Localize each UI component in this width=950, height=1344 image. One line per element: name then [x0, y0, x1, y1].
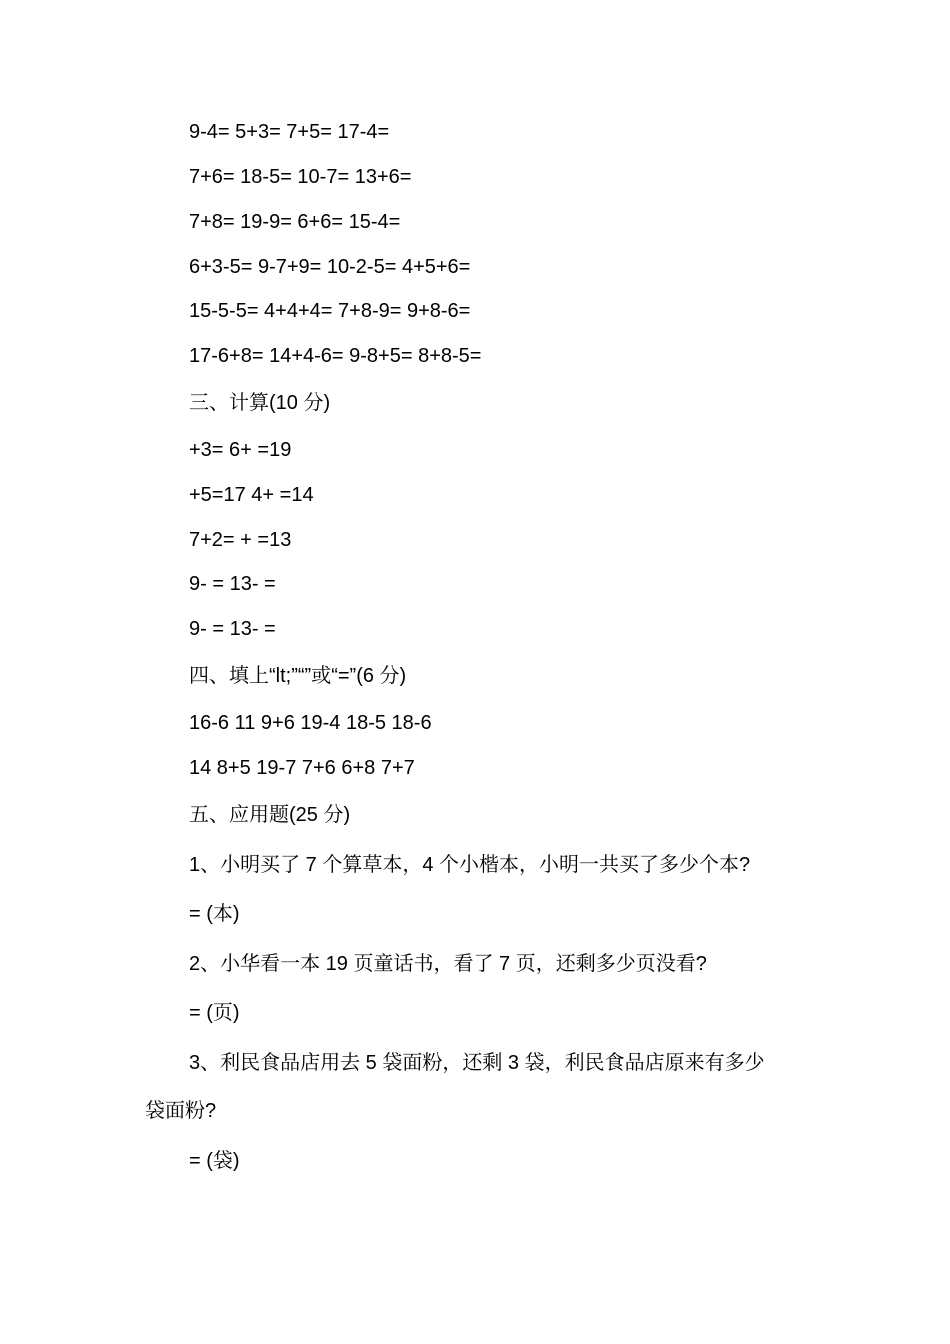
section-3-title: 三、计算(10 分)	[189, 392, 331, 414]
section-3-row-3: 7+2= + =13	[189, 529, 292, 551]
arithmetic-row-6: 17-6+8= 14+4-6= 9-8+5= 8+8-5=	[189, 345, 482, 367]
section-3-row-1: +3= 6+ =19	[189, 439, 292, 461]
arithmetic-row-2: 7+6= 18-5= 10-7= 13+6=	[189, 166, 412, 188]
question-2-text: 2、小华看一本 19 页童话书，看了 7 页，还剩多少页没看?	[189, 953, 707, 975]
arithmetic-row-4: 6+3-5= 9-7+9= 10-2-5= 4+5+6=	[189, 256, 471, 278]
section-5-title: 五、应用题(25 分)	[189, 804, 351, 826]
question-2-answer: = (页)	[189, 1002, 240, 1024]
question-1-text: 1、小明买了 7 个算草本，4 个小楷本，小明一共买了多少个本?	[189, 854, 751, 876]
section-4-row-2: 14 8+5 19-7 7+6 6+8 7+7	[189, 757, 415, 779]
section-3-row-5: 9- = 13- =	[189, 618, 276, 640]
section-4-title: 四、填上“lt;”“”或“=”(6 分)	[189, 665, 407, 687]
question-3-text-line-2: 袋面粉?	[145, 1100, 217, 1122]
question-3-text-line-1: 3、利民食品店用去 5 袋面粉，还剩 3 袋，利民食品店原来有多少	[189, 1052, 765, 1074]
section-3-row-4: 9- = 13- =	[189, 573, 276, 595]
section-4-row-1: 16-6 11 9+6 19-4 18-5 18-6	[189, 712, 432, 734]
arithmetic-row-3: 7+8= 19-9= 6+6= 15-4=	[189, 211, 401, 233]
section-3-row-2: +5=17 4+ =14	[189, 484, 314, 506]
arithmetic-row-1: 9-4= 5+3= 7+5= 17-4=	[189, 121, 390, 143]
question-3-answer: = (袋)	[189, 1150, 240, 1172]
question-1-answer: = (本)	[189, 903, 240, 925]
arithmetic-row-5: 15-5-5= 4+4+4= 7+8-9= 9+8-6=	[189, 300, 471, 322]
